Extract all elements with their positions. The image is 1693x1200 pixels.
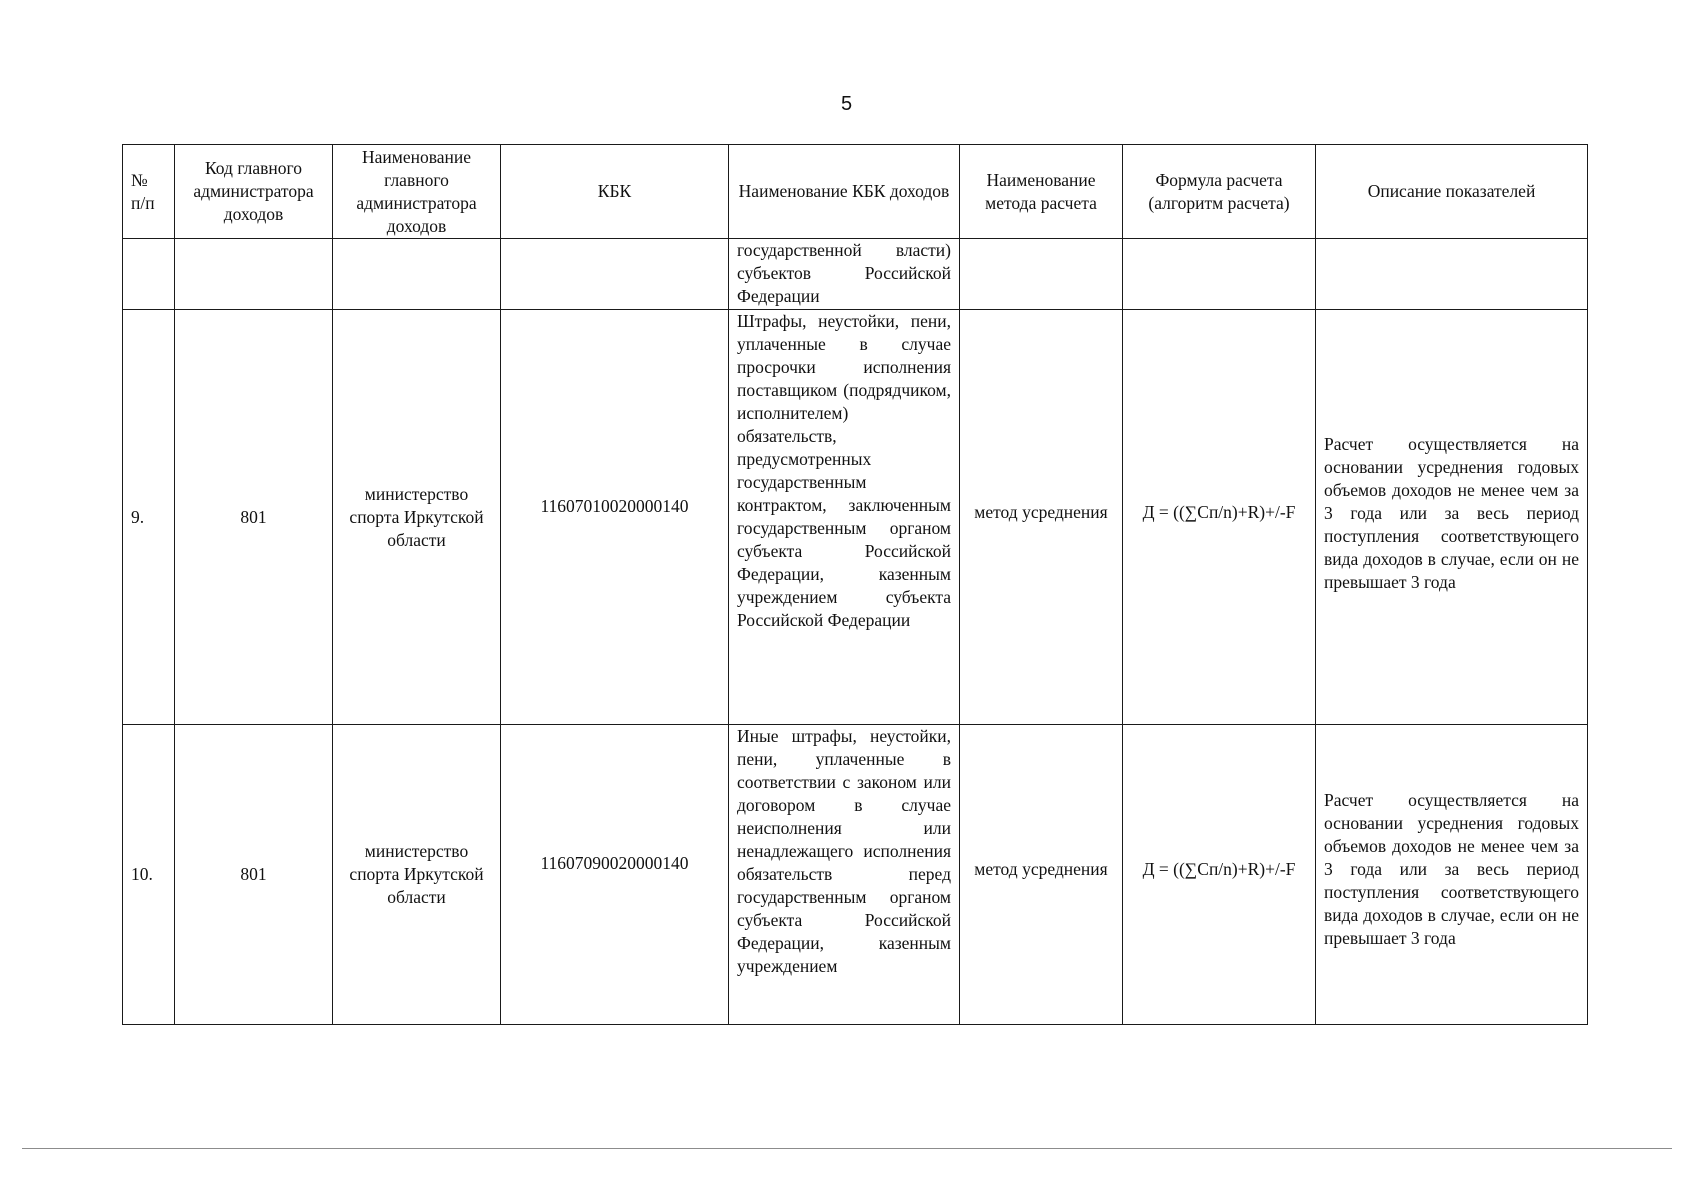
cell-kbk [501, 725, 729, 1025]
method-text: метод усреднения [974, 859, 1108, 879]
revenue-forecast-table [122, 144, 1588, 1025]
cell-num: 9. [123, 310, 175, 725]
cell-admin-name: министерство спорта Иркутской области [333, 310, 501, 725]
table-body [123, 239, 1588, 1025]
kbk-code: 11607090020000140 [540, 853, 689, 873]
header-formula: Формула расчета (алгоритм расчета) [1123, 145, 1316, 239]
method-text: метод усреднения [974, 501, 1108, 522]
header-admin-name: Наименование главного администратора доходов [333, 145, 501, 239]
description-text: Расчет осуществляется на основании усреднения годовых объемов доходов не менее чем за 3 года или за весь период поступления соответствующего вида доходов в случае, если он не превышает 3 года [1324, 433, 1579, 592]
cell-method [960, 310, 1123, 725]
table-row-9 [123, 310, 1588, 725]
cell-num: 10. [123, 725, 175, 1025]
kbk-code: 11607010020000140 [540, 495, 689, 516]
table-row-continuation [123, 239, 1588, 310]
page-number: 5 [840, 93, 853, 115]
header-description: Описание показателей [1316, 145, 1588, 239]
bottom-divider [22, 1148, 1672, 1149]
cell-method [960, 725, 1123, 1025]
header-kbk-name: Наименование КБК доходов [729, 145, 960, 239]
header-kbk: КБК [501, 145, 729, 239]
cell-admin-name [333, 239, 501, 310]
cell-kbk-name: государственной власти) субъектов Российской Федерации [729, 239, 960, 310]
cell-admin-code [175, 239, 333, 310]
cell-formula [1123, 239, 1316, 310]
cell-kbk [501, 239, 729, 310]
cell-description [1316, 310, 1588, 725]
cell-admin-code: 801 [175, 725, 333, 1025]
cell-kbk-name: Иные штрафы, неустойки, пени, уплаченные в соответствии с законом или договором в случае неисполнения или ненадлежащего исполнения обязательств перед государственным органом субъекта Российской Федерации, казенным учреждением [729, 725, 960, 1025]
table-header [123, 145, 1588, 239]
header-num: № п/п [123, 145, 175, 239]
formula-text: Д = ((∑Сп/n)+R)+/-F [1142, 859, 1296, 879]
cell-kbk [501, 310, 729, 725]
cell-method [960, 239, 1123, 310]
cell-description [1316, 725, 1588, 1025]
cell-admin-code: 801 [175, 310, 333, 725]
header-row [123, 145, 1588, 239]
cell-admin-name: министерство спорта Иркутской области [333, 725, 501, 1025]
formula-text: Д = ((∑Сп/n)+R)+/-F [1142, 501, 1296, 522]
header-method: Наименование метода расчета [960, 145, 1123, 239]
table-row-10 [123, 725, 1588, 1025]
cell-formula [1123, 725, 1316, 1025]
cell-formula [1123, 310, 1316, 725]
cell-kbk-name: Штрафы, неустойки, пени, уплаченные в случае просрочки исполнения поставщиком (подрядчиком, исполнителем) обязательств, предусмотренных государственным контрактом, заключенным государственным органом субъекта Российской Федерации, казенным учреждением субъекта Российской Федерации [729, 310, 960, 725]
cell-num [123, 239, 175, 310]
header-admin-code: Код главного администратора доходов [175, 145, 333, 239]
cell-description [1316, 239, 1588, 310]
description-text: Расчет осуществляется на основании усреднения годовых объемов доходов не менее чем за 3 года или за весь период поступления соответствующего вида доходов в случае, если он не превышает 3 года [1324, 790, 1579, 948]
